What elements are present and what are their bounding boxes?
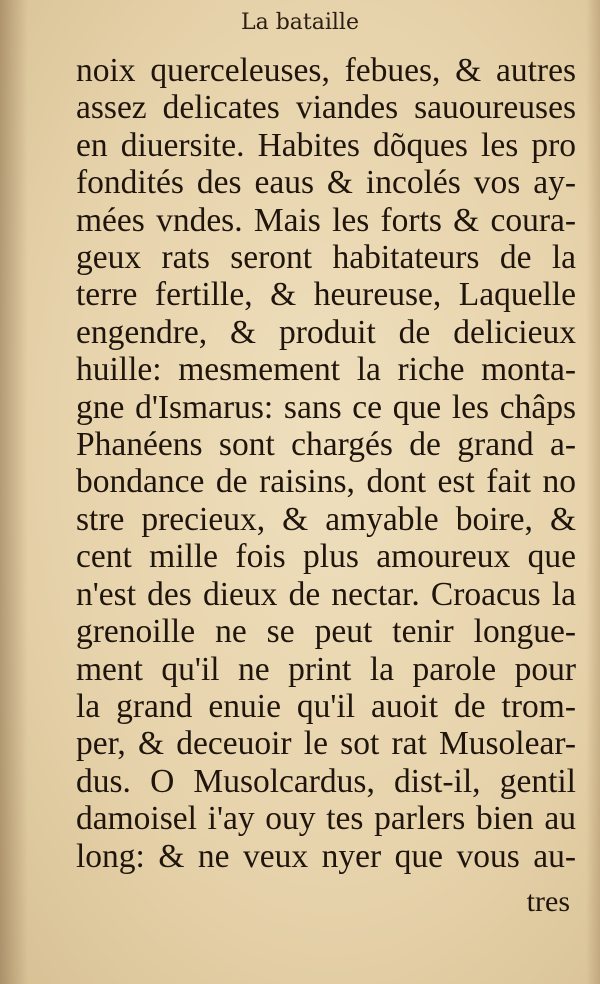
- text-line: n'est des dieux de nectar. Croacus la: [76, 575, 576, 613]
- text-line: stre precieux, & amyable boire, &: [76, 500, 576, 538]
- text-line: en diuersite. Habites dõques les pro: [76, 126, 576, 164]
- text-line: huille: mesmement la riche monta-: [76, 351, 576, 389]
- text-line: Phanéens sont chargés de grand a-: [76, 426, 576, 464]
- gutter-shadow: [0, 0, 28, 984]
- text-line: ment qu'il ne print la parole pour: [76, 650, 576, 688]
- body-text: [76, 52, 576, 875]
- text-line: per, & deceuoir le sot rat Musolear-: [76, 725, 576, 763]
- running-head: La bataille: [240, 10, 359, 35]
- text-line: la grand enuie qu'il auoit de trom-: [76, 687, 576, 725]
- text-line: gne d'Ismarus: sans ce que les châps: [76, 388, 576, 426]
- text-line: grenoille ne se peut tenir longue-: [76, 613, 576, 651]
- text-line: mées vndes. Mais les forts & coura-: [76, 201, 576, 239]
- text-line: terre fertille, & heureuse, Laquelle: [76, 276, 576, 314]
- text-line: long: & ne veux nyer que vous au-: [76, 837, 576, 875]
- text-line: assez delicates viandes sauoureuses: [76, 89, 576, 127]
- text-line: bondance de raisins, dont est fait no: [76, 463, 576, 501]
- text-line: geux rats seront habitateurs de la: [76, 239, 576, 277]
- text-line: cent mille fois plus amoureux que: [76, 538, 576, 576]
- text-line: damoisel i'ay ouy tes parlers bien au: [76, 800, 576, 838]
- text-line: fondités des eaus & incolés vos ay-: [76, 164, 576, 202]
- text-line: noix querceleuses, febues, & autres: [76, 52, 576, 89]
- text-line: dus. O Musolcardus, dist-il, gentil: [76, 762, 576, 800]
- page-edge: [586, 0, 600, 984]
- catchword: tres: [526, 885, 570, 918]
- text-line: engendre, & produit de delicieux: [76, 313, 576, 351]
